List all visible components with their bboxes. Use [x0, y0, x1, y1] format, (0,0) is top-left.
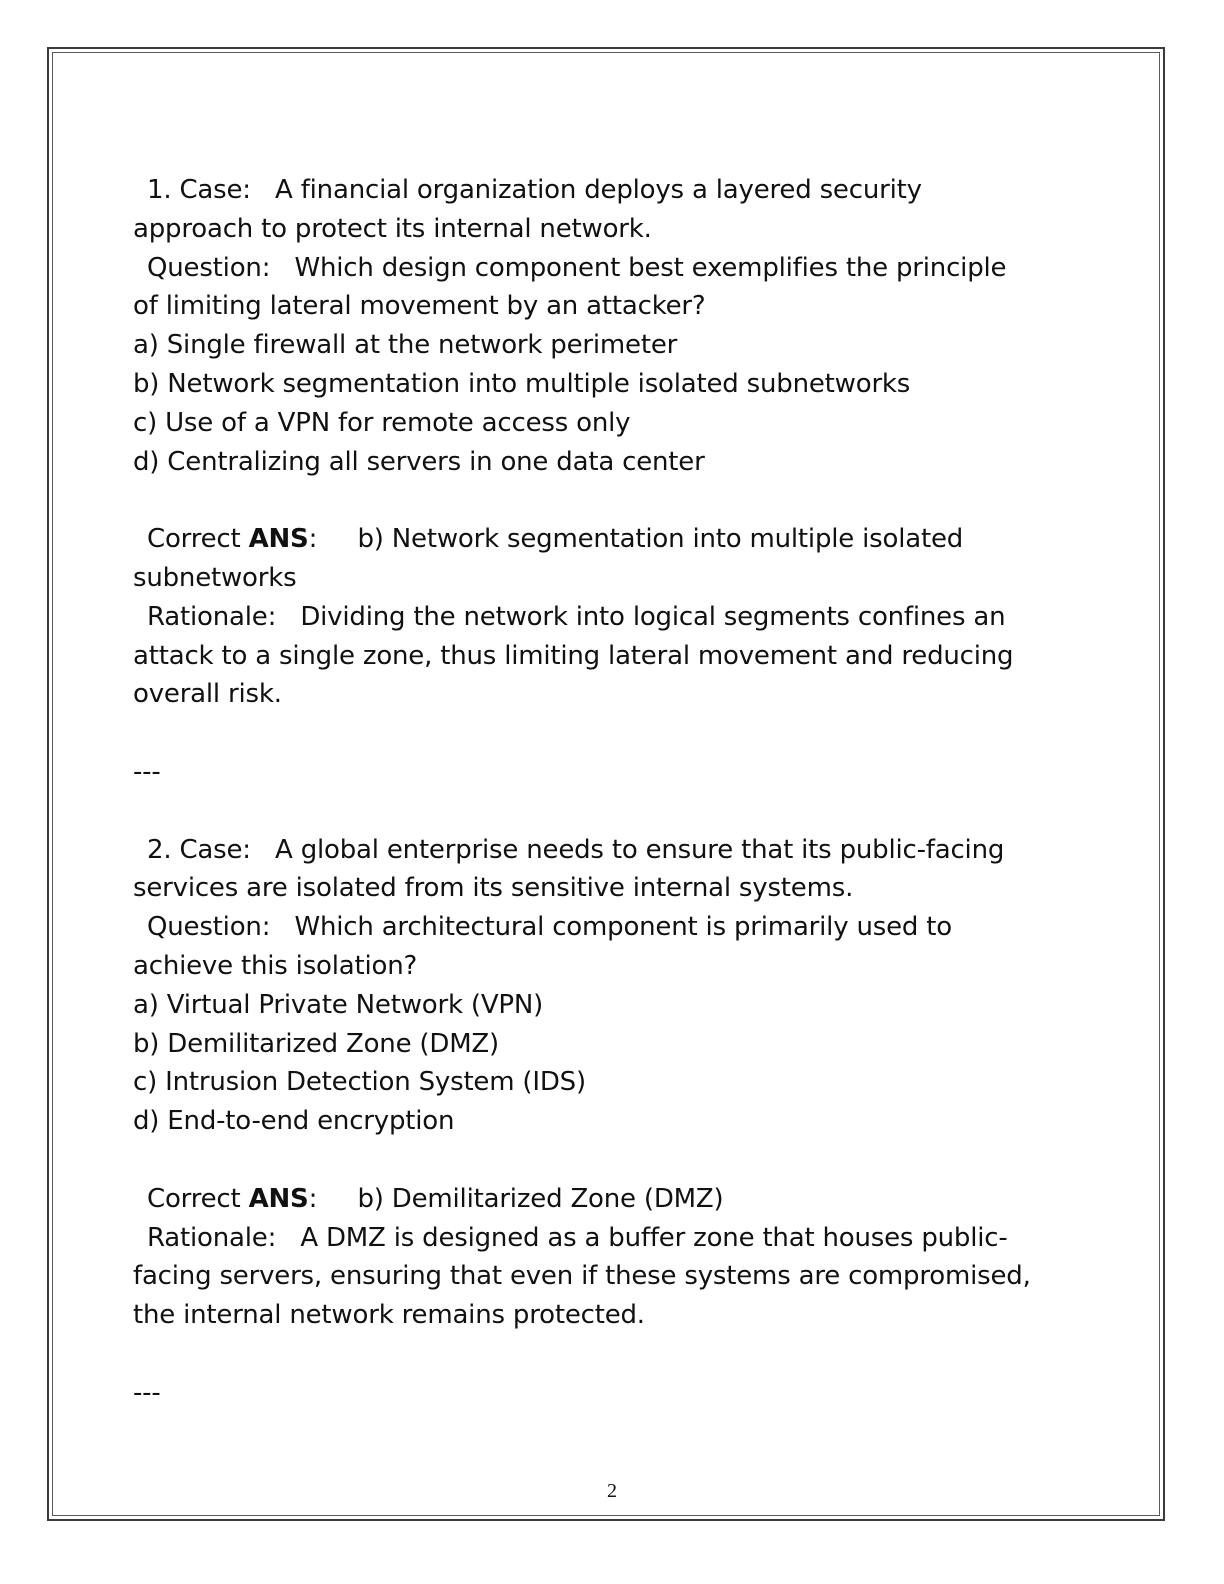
- rationale-line: the internal network remains protected.: [133, 1300, 645, 1331]
- option-b: b) Network segmentation into multiple isolated subnetworks: [133, 368, 911, 399]
- rationale-line: Rationale: A DMZ is designed as a buffer zone that houses public-: [147, 1222, 1008, 1253]
- spacer: [133, 481, 1093, 520]
- option-a: a) Virtual Private Network (VPN): [133, 989, 544, 1020]
- answer-prefix: Correct: [147, 524, 249, 555]
- rationale-line: Rationale: Dividing the network into logical segments confines an: [147, 601, 1006, 632]
- case-line: 2. Case: A global enterprise needs to ensure that its public-facing: [147, 834, 1005, 865]
- option-c: c) Intrusion Detection System (IDS): [133, 1067, 586, 1098]
- case-line: 1. Case: A financial organization deploys a layered security: [147, 175, 922, 205]
- answer-label: ANS: [248, 1183, 309, 1214]
- rationale-line: overall risk.: [133, 679, 282, 710]
- question-line: achieve this isolation?: [133, 950, 418, 981]
- answer-continuation: subnetworks: [133, 562, 297, 593]
- question-line: of limiting lateral movement by an attacker?: [133, 291, 706, 322]
- case-line: approach to protect its internal network.: [133, 213, 652, 244]
- page-number: 2: [607, 1480, 617, 1502]
- answer-line: [133, 1180, 1093, 1219]
- option-b: b) Demilitarized Zone (DMZ): [133, 1028, 499, 1059]
- spacer: [133, 792, 1093, 831]
- case-line: services are isolated from its sensitive internal systems.: [133, 873, 854, 904]
- rationale-line: attack to a single zone, thus limiting lateral movement and reducing: [133, 640, 1014, 671]
- document-body: [133, 171, 1093, 1413]
- separator: ---: [133, 1377, 161, 1408]
- option-d: d) Centralizing all servers in one data center: [133, 446, 705, 477]
- option-d: d) End-to-end encryption: [133, 1106, 455, 1137]
- question-line: Question: Which architectural component is primarily used to: [147, 912, 952, 943]
- answer-label: ANS: [248, 524, 309, 555]
- spacer: [133, 1141, 1093, 1180]
- answer-text: : b) Network segmentation into multiple isolated: [308, 524, 964, 555]
- answer-text: : b) Demilitarized Zone (DMZ): [308, 1183, 724, 1214]
- answer-line: [133, 520, 1093, 559]
- option-c: c) Use of a VPN for remote access only: [133, 407, 631, 438]
- rationale-line: facing servers, ensuring that even if these systems are compromised,: [133, 1261, 1031, 1292]
- answer-prefix: Correct: [147, 1183, 249, 1214]
- option-a: a) Single firewall at the network perimeter: [133, 330, 678, 361]
- question-block-2: [133, 831, 1093, 1413]
- separator: ---: [133, 756, 161, 787]
- spacer: [133, 714, 1093, 753]
- spacer: [133, 1335, 1093, 1374]
- question-line: Question: Which design component best exemplifies the principle: [147, 252, 1007, 283]
- question-block-1: [133, 171, 1093, 831]
